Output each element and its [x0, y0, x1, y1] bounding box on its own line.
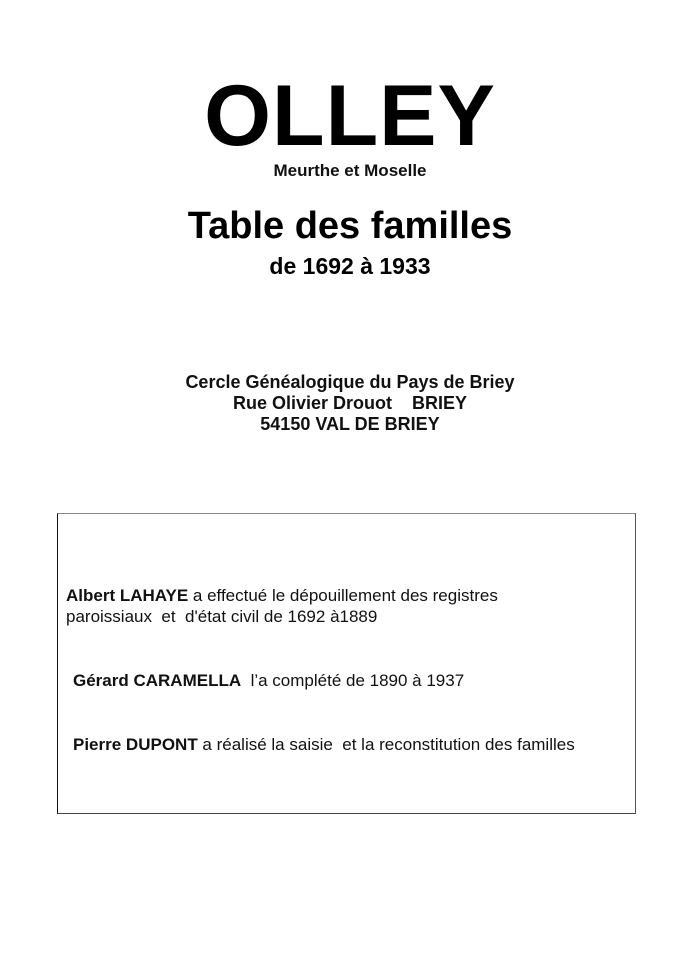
region-subtitle: Meurthe et Moselle	[273, 161, 427, 180]
date-range: de 1692 à 1933	[269, 253, 431, 279]
credit-text: a effectué le dépouillement des registres	[188, 586, 498, 605]
page-title: OLLEY	[204, 68, 496, 164]
credit-text: l’a complété de 1890 à 1937	[241, 671, 465, 690]
organization-name: Cercle Généalogique du Pays de Briey	[185, 372, 515, 392]
credit-name: Albert LAHAYE	[66, 586, 189, 605]
document-heading: Table des familles	[187, 205, 513, 247]
credit-text-continued: paroissiaux et d'état civil de 1692 à1889	[66, 607, 378, 626]
credit-name: Gérard CARAMELLA	[73, 671, 242, 690]
organization-block	[0, 372, 700, 435]
credit-text: a réalisé la saisie et la reconstitution des familles	[197, 735, 575, 754]
organization-address: Rue Olivier Drouot BRIEY	[232, 393, 468, 413]
credit-entry	[73, 670, 464, 691]
credits-box	[57, 513, 636, 814]
credit-entry	[66, 585, 498, 627]
credit-entry	[73, 734, 575, 755]
organization-postal: 54150 VAL DE BRIEY	[260, 414, 440, 434]
credit-name: Pierre DUPONT	[73, 735, 198, 754]
